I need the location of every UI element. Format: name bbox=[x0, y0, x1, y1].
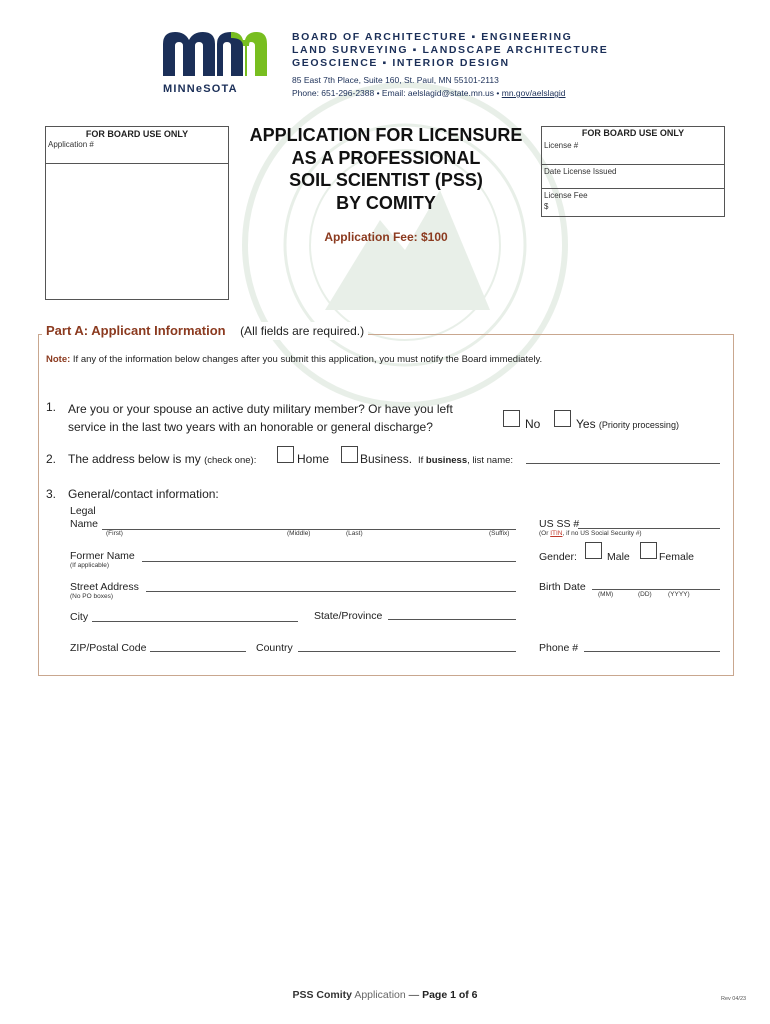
name-label: Name bbox=[70, 518, 99, 530]
zip-label: ZIP/Postal Code bbox=[70, 642, 147, 654]
former-name-field[interactable] bbox=[142, 561, 516, 562]
country-field[interactable] bbox=[298, 651, 516, 652]
address-home-label: Home bbox=[297, 452, 330, 466]
legal-label: Legal bbox=[70, 505, 96, 517]
part-a-note bbox=[46, 354, 542, 365]
footer-doc-name: PSS Comity bbox=[292, 989, 352, 1001]
address-business-checkbox[interactable] bbox=[341, 446, 358, 463]
board-contact bbox=[292, 88, 566, 98]
first-name-hint: (First) bbox=[106, 530, 123, 537]
city-label: City bbox=[70, 611, 89, 623]
q3-number: 3. bbox=[46, 487, 57, 501]
title-line-2: AS A PROFESSIONAL bbox=[291, 147, 481, 168]
q1-yes-label bbox=[576, 417, 679, 431]
part-a-header bbox=[42, 322, 368, 340]
business-suffix: , list name: bbox=[467, 455, 514, 466]
address-home-checkbox[interactable] bbox=[277, 446, 294, 463]
birth-day-hint: (DD) bbox=[638, 591, 652, 598]
board-use-title-left: FOR BOARD USE ONLY bbox=[85, 129, 189, 139]
org-line-1: BOARD OF ARCHITECTURE ▪ ENGINEERING bbox=[292, 31, 573, 43]
birth-date-field[interactable] bbox=[592, 589, 720, 590]
street-address-hint: (No PO boxes) bbox=[70, 593, 113, 600]
q2-number: 2. bbox=[46, 452, 57, 466]
business-if: If bbox=[418, 455, 426, 466]
q1-yes-checkbox[interactable] bbox=[554, 410, 571, 427]
revision-date: Rev 04/23 bbox=[721, 996, 747, 1002]
board-address: 85 East 7th Place, Suite 160, St. Paul, MN 55101-2113 bbox=[292, 75, 499, 85]
org-line-2: LAND SURVEYING ▪ LANDSCAPE ARCHITECTURE bbox=[292, 44, 609, 56]
title-line-3: SOIL SCIENTIST (PSS) bbox=[289, 170, 483, 190]
application-fee: Application Fee: $100 bbox=[324, 230, 448, 244]
gender-female-label: Female bbox=[659, 551, 695, 563]
part-a-required: (All fields are required.) bbox=[240, 324, 365, 338]
q1-line-1: Are you or your spouse an active duty military member? Or have you left bbox=[68, 402, 453, 416]
street-address-field[interactable] bbox=[146, 591, 516, 592]
board-use-box-right bbox=[541, 126, 725, 217]
city-field[interactable] bbox=[92, 621, 298, 622]
part-a-title: Part A: Applicant Information bbox=[46, 323, 226, 338]
street-address-label: Street Address bbox=[70, 581, 139, 593]
q1-text bbox=[68, 400, 453, 436]
birth-date-label: Birth Date bbox=[539, 581, 586, 593]
ssn-label: US SS # bbox=[539, 518, 580, 530]
title-line-1: APPLICATION FOR LICENSURE bbox=[249, 125, 523, 145]
business-name-prompt bbox=[418, 455, 513, 466]
footer-page: Page 1 of 6 bbox=[422, 989, 478, 1001]
q1-no-label: No bbox=[525, 417, 541, 431]
state-field[interactable] bbox=[388, 619, 516, 620]
gender-male-label: Male bbox=[607, 551, 630, 563]
q2-check-one: (check one): bbox=[204, 455, 257, 466]
q1-yes-text: Yes bbox=[576, 417, 596, 431]
business-name-field[interactable] bbox=[526, 463, 720, 464]
itin-link[interactable]: ITIN bbox=[550, 530, 563, 537]
country-label: Country bbox=[256, 642, 293, 654]
page-footer bbox=[0, 989, 770, 1001]
brand-wordmark: MINNeSOTA bbox=[163, 83, 238, 95]
q1-number: 1. bbox=[46, 400, 57, 414]
former-name-hint: (If applicable) bbox=[70, 562, 110, 569]
title-line-4: BY COMITY bbox=[336, 192, 436, 213]
phone-label: Phone # bbox=[539, 642, 579, 654]
gender-female-checkbox[interactable] bbox=[640, 542, 657, 559]
board-use-title-right: FOR BOARD USE ONLY bbox=[581, 128, 685, 138]
middle-name-hint: (Middle) bbox=[287, 530, 311, 537]
part-a-section bbox=[38, 334, 734, 676]
last-name-hint: (Last) bbox=[346, 530, 363, 537]
q1-line-2: service in the last two years with an honorable or general discharge? bbox=[68, 420, 433, 434]
q2-label: The address below is my bbox=[68, 452, 205, 466]
q1-yes-note: (Priority processing) bbox=[598, 420, 679, 430]
license-fee-label: License Fee bbox=[544, 191, 588, 200]
q3-text: General/contact information: bbox=[68, 487, 219, 501]
form-title bbox=[236, 124, 536, 214]
ssn-field[interactable] bbox=[578, 528, 720, 529]
application-number-label: Application # bbox=[48, 140, 94, 149]
birth-year-hint: (YYYY) bbox=[668, 591, 690, 598]
q1-no-checkbox[interactable] bbox=[503, 410, 520, 427]
ssn-note-prefix: (Or bbox=[539, 530, 551, 537]
zip-field[interactable] bbox=[150, 651, 246, 652]
footer-doc-type: Application bbox=[352, 989, 406, 1001]
note-label: Note: bbox=[46, 354, 71, 365]
suffix-hint: (Suffix) bbox=[489, 530, 510, 537]
footer-dash: — bbox=[405, 989, 423, 1001]
license-fee-dollar: $ bbox=[544, 202, 549, 211]
gender-male-checkbox[interactable] bbox=[585, 542, 602, 559]
phone-field[interactable] bbox=[584, 651, 720, 652]
date-license-issued-label: Date License Issued bbox=[544, 167, 617, 176]
contact-text: Phone: 651-296-2388 • Email: aelslagid@state.mn.us • bbox=[292, 88, 502, 98]
q2-text bbox=[68, 452, 256, 466]
gender-label: Gender: bbox=[539, 551, 577, 563]
state-label: State/Province bbox=[314, 610, 383, 622]
former-name-label: Former Name bbox=[70, 550, 135, 562]
address-business-label: Business. bbox=[360, 452, 413, 466]
birth-month-hint: (MM) bbox=[598, 591, 614, 598]
board-use-box-left bbox=[45, 126, 229, 300]
note-text: If any of the information below changes after you submit this application, you must notify the Board immediately. bbox=[70, 354, 543, 365]
website-link[interactable]: mn.gov/aelslagid bbox=[501, 88, 566, 98]
license-number-label: License # bbox=[544, 141, 579, 150]
org-line-3: GEOSCIENCE ▪ INTERIOR DESIGN bbox=[292, 57, 510, 69]
business-bold: business bbox=[425, 455, 468, 466]
ssn-note-suffix: , if no US Social Security #) bbox=[562, 530, 642, 537]
ssn-note bbox=[539, 530, 642, 537]
